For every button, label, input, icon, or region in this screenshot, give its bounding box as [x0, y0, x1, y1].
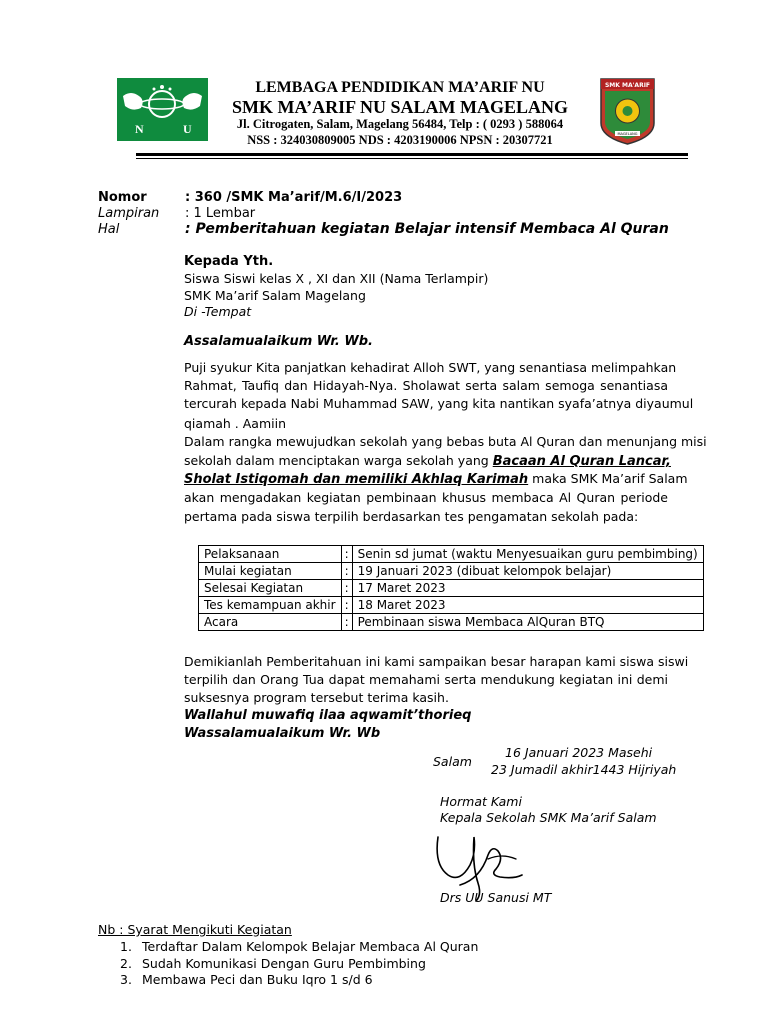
schedule-value: 17 Maret 2023: [352, 580, 703, 597]
notes-title: Nb : Syarat Mengikuti Kegiatan: [98, 922, 292, 937]
smk-maarif-logo: [599, 77, 656, 146]
emphasis-quran-lancar: Bacaan Al Quran Lancar,: [492, 454, 671, 469]
schedule-label: Selesai Kegiatan: [199, 580, 342, 597]
nu-emblem-icon: [117, 78, 208, 141]
schedule-value: Pembinaan siswa Membaca AlQuran BTQ: [352, 614, 703, 631]
schedule-label: Pelaksanaan: [199, 546, 342, 563]
paragraph-2-line-2: [184, 453, 671, 469]
paragraph-2-line-1: Dalam rangka mewujudkan sekolah yang bebas buta Al Quran dan menunjang misi: [184, 434, 707, 449]
schedule-value: 18 Maret 2023: [352, 597, 703, 614]
signature-place: Salam: [433, 754, 472, 769]
schedule-label: Tes kemampuan akhir: [199, 597, 342, 614]
recipient-line-2: SMK Ma’arif Salam Magelang: [184, 288, 366, 303]
table-row: [199, 580, 704, 597]
schedule-value: Senin sd jumat (waktu Menyesuaikan guru pembimbing): [352, 546, 703, 563]
logo-text: SMK MA'ARIF: [604, 82, 651, 89]
school-name: SMK MA’ARIF NU SALAM MAGELANG: [232, 97, 568, 117]
schedule-table: [198, 545, 704, 631]
paragraph-3-line-1: Demikianlah Pemberitahuan ini kami sampaikan besar harapan kami siswa siswi: [184, 654, 689, 669]
schedule-separator: :: [341, 580, 352, 597]
emphasis-sholat-akhlaq: Sholat Istiqomah dan memiliki Akhlaq Karimah: [184, 472, 529, 487]
paragraph-1-line-3: tercurah kepada Nabi Muhammad SAW, yang kita nantikan syafa’atnya diyaumul: [184, 396, 694, 411]
wassalamualaikum: Wassalamualaikum Wr. Wb: [184, 726, 381, 741]
schedule-label: Acara: [199, 614, 342, 631]
logo-caption: MAGELANG: [617, 132, 638, 136]
table-row: [199, 546, 704, 563]
notes-item-text: Sudah Komunikasi Dengan Guru Pembimbing: [142, 956, 426, 971]
notes-item-number: 3.: [120, 972, 132, 987]
wallahul-muwafiq: Wallahul muwafiq ilaa aqwamit’thorieq: [184, 708, 472, 723]
paragraph-2-line-5: pertama pada siswa terpilih berdasarkan tes pengamatan sekolah pada:: [184, 509, 639, 524]
header-rule-thin: [136, 158, 688, 159]
signature-date-hijri: 23 Jumadil akhir1443 Hijriyah: [491, 762, 677, 777]
notes-item-text: Membawa Peci dan Buku Iqro 1 s/d 6: [142, 972, 373, 987]
hal-label: Hal: [98, 222, 120, 237]
table-row: [199, 597, 704, 614]
recipient-line-1: Siswa Siswi kelas X , XI dan XII (Nama Terlampir): [184, 271, 489, 286]
notes-item-text: Terdaftar Dalam Kelompok Belajar Membaca Al Quran: [142, 939, 479, 954]
nu-logo: [117, 78, 208, 141]
recipient-heading: Kepada Yth.: [184, 254, 274, 269]
hal-value: : Pemberitahuan kegiatan Belajar intensif Membaca Al Quran: [185, 221, 669, 237]
schedule-separator: :: [341, 597, 352, 614]
greeting: Assalamualaikum Wr. Wb.: [184, 334, 373, 349]
paragraph-2-prefix: sekolah dalam menciptakan warga sekolah yang: [184, 453, 489, 468]
table-row: [199, 563, 704, 580]
table-row: [199, 614, 704, 631]
nu-logo-letter-u: U: [183, 122, 192, 136]
signature-regards: Hormat Kami: [440, 794, 522, 809]
lampiran-value: : 1 Lembar: [185, 206, 256, 221]
school-address: Jl. Citrogaten, Salam, Magelang 56484, Telp : ( 0293 ) 588064: [236, 117, 564, 131]
signature-date-masehi: 16 Januari 2023 Masehi: [505, 745, 653, 760]
paragraph-3-line-3: suksesnya program tersebut terima kasih.: [184, 690, 449, 705]
paragraph-1-line-4: qiamah . Aamiin: [184, 416, 287, 431]
notes-item-number: 2.: [120, 956, 132, 971]
signatory-name: Drs UU Sanusi MT: [440, 890, 552, 905]
nomor-label: Nomor: [98, 190, 147, 205]
schedule-value: 19 Januari 2023 (dibuat kelompok belajar): [352, 563, 703, 580]
paragraph-1-line-1: Puji syukur Kita panjatkan kehadirat Alloh SWT, yang senantiasa melimpahkan: [184, 360, 677, 375]
nu-logo-letter-n: N: [135, 122, 144, 136]
schedule-label: Mulai kegiatan: [199, 563, 342, 580]
nomor-value: : 360 /SMK Ma’arif/M.6/I/2023: [185, 190, 403, 205]
school-ids: NSS : 324030809005 NDS : 4203190006 NPSN : 20307721: [247, 133, 553, 147]
paragraph-2-line-3: [184, 471, 688, 487]
school-shield-icon: [599, 77, 656, 146]
institution-name: LEMBAGA PENDIDIKAN MA’ARIF NU: [255, 79, 545, 96]
schedule-separator: :: [341, 614, 352, 631]
paragraph-2-line-4: akan mengadakan kegiatan pembinaan khusus membaca Al Quran periode: [184, 490, 668, 505]
header-rule-thick: [136, 153, 688, 156]
schedule-separator: :: [341, 546, 352, 563]
recipient-line-3: Di -Tempat: [184, 304, 252, 319]
paragraph-2-suffix: maka SMK Ma’arif Salam: [532, 471, 688, 486]
notes-item-number: 1.: [120, 939, 132, 954]
schedule-separator: :: [341, 563, 352, 580]
paragraph-1-line-2: Rahmat, Taufiq dan Hidayah-Nya. Sholawat serta salam semoga senantiasa: [184, 378, 668, 393]
signature-position: Kepala Sekolah SMK Ma’arif Salam: [440, 810, 657, 825]
paragraph-3-line-2: terpilih dan Orang Tua dapat memahami serta mendukung kegiatan ini demi: [184, 672, 668, 687]
lampiran-label: Lampiran: [98, 206, 160, 221]
